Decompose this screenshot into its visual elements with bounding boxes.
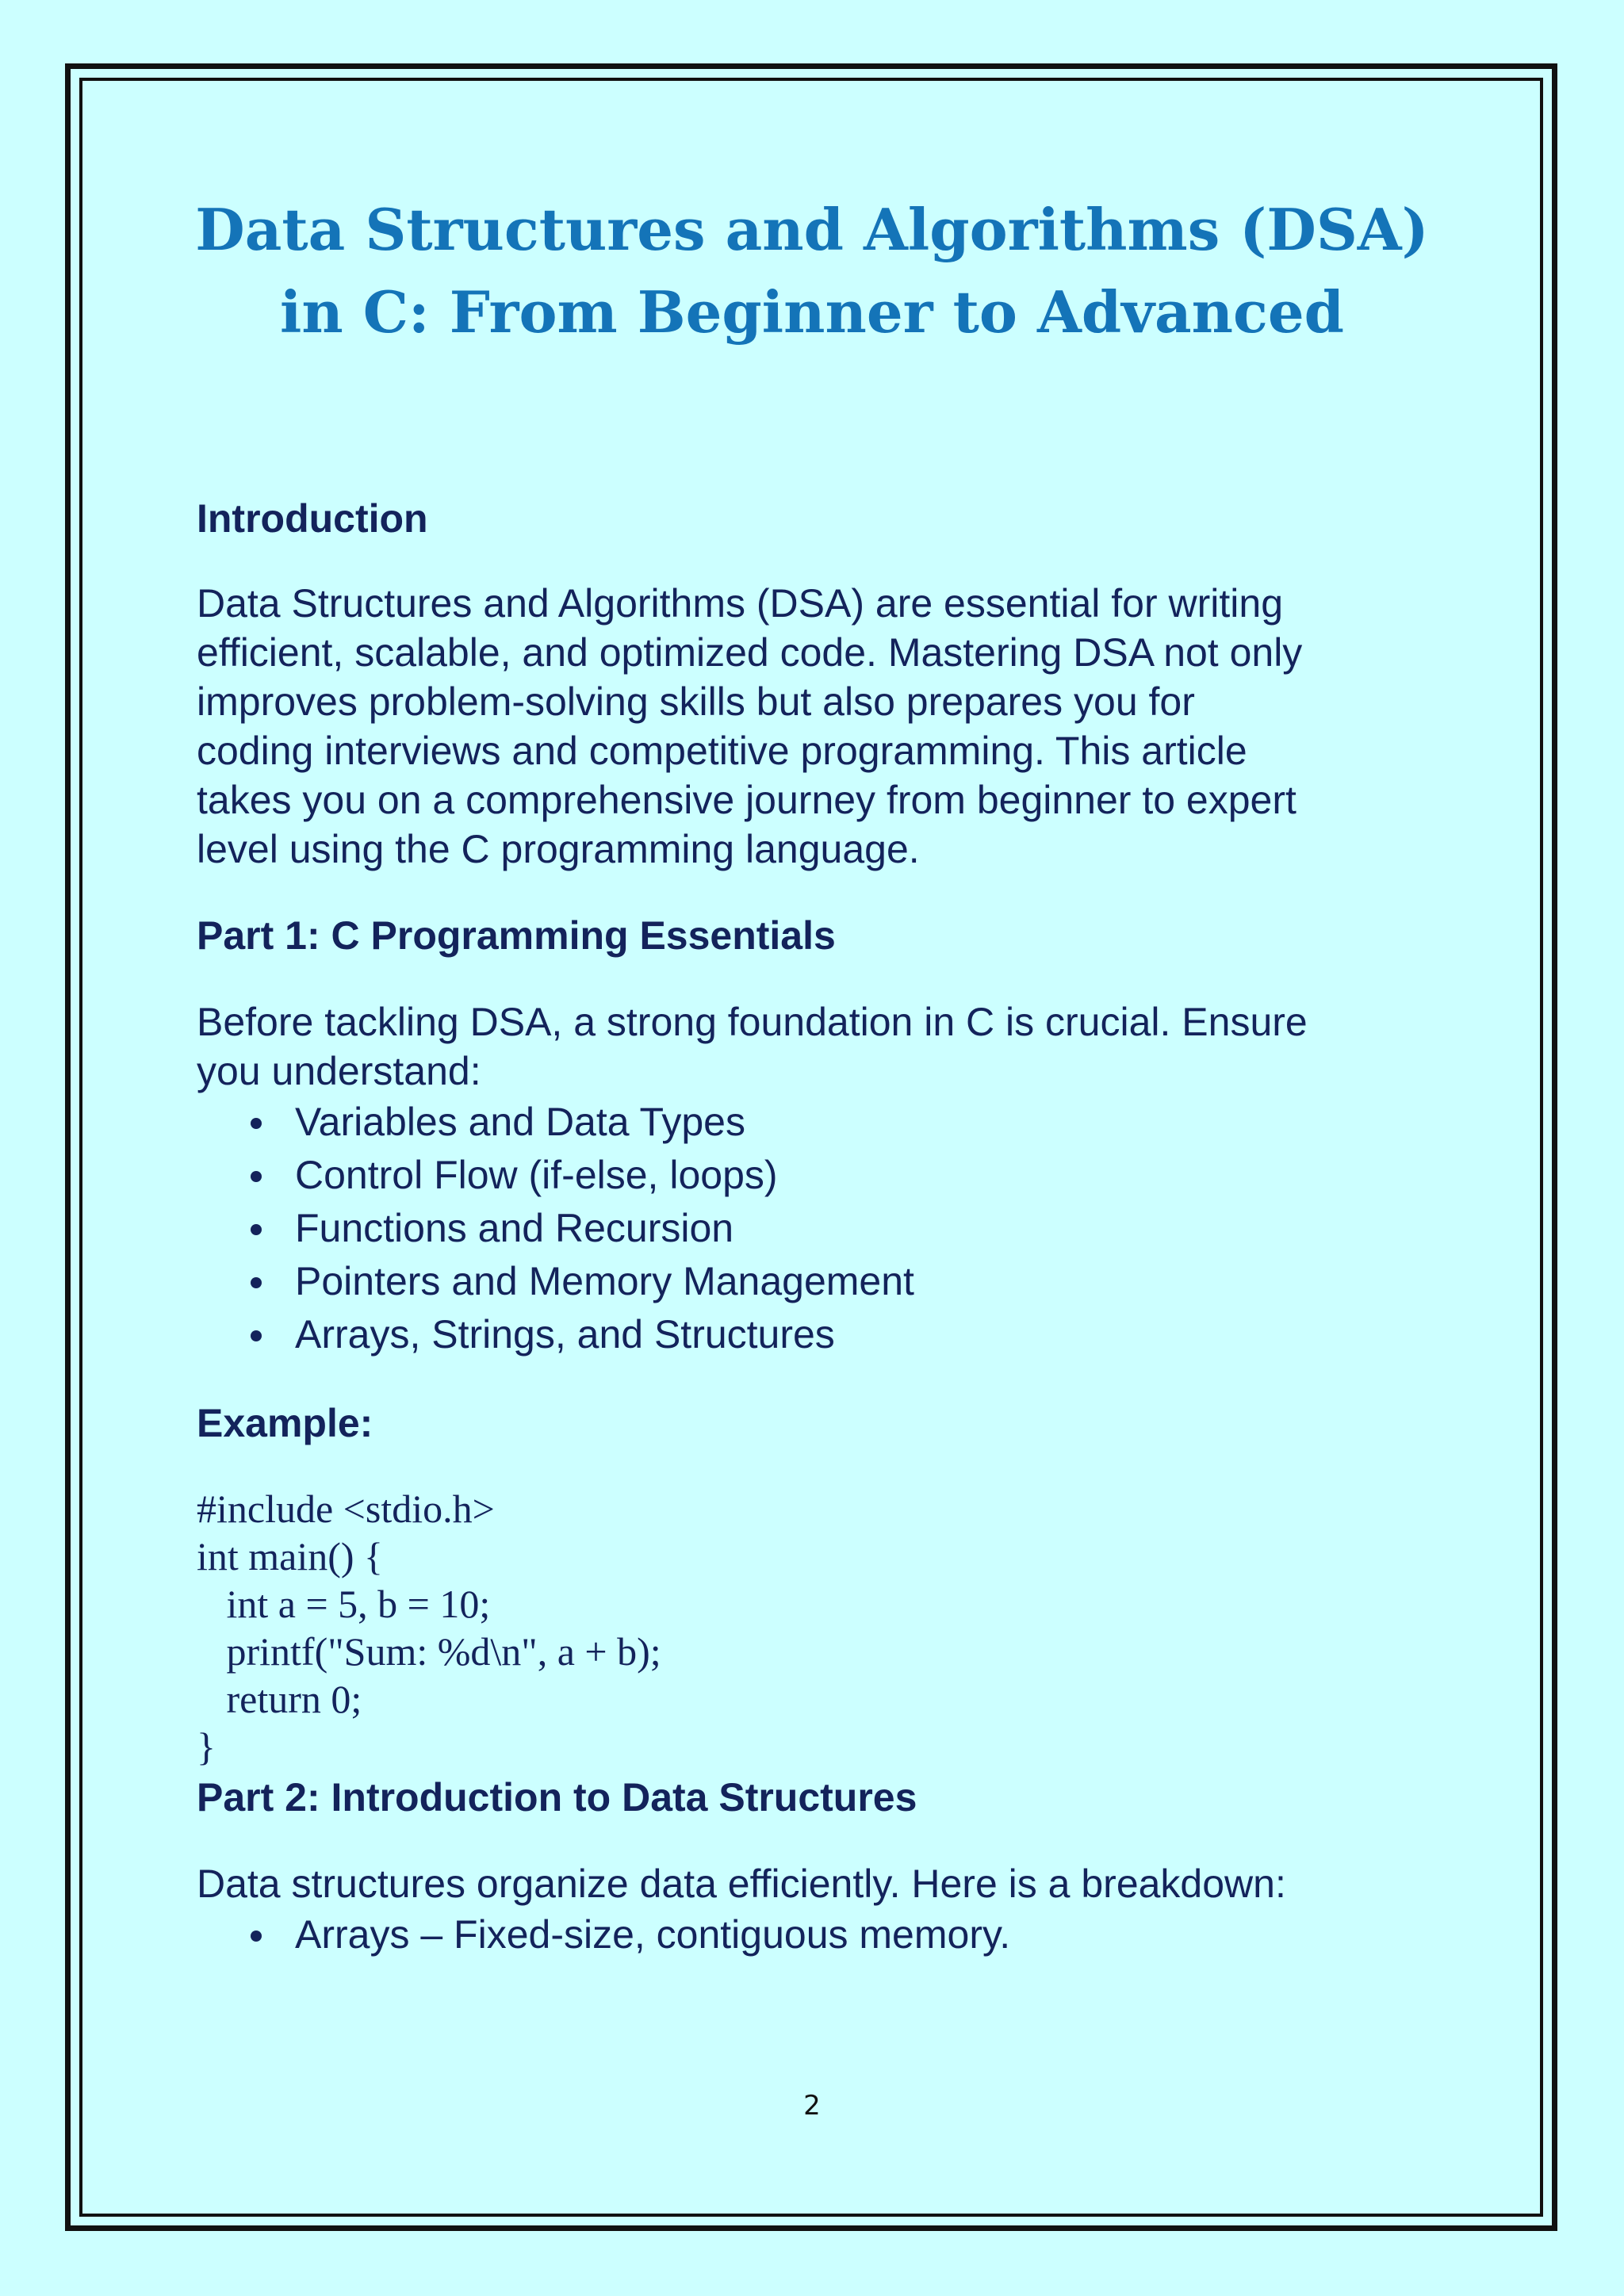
title-line-2: in C: From Beginner to Advanced	[279, 278, 1345, 346]
code-line: }	[197, 1724, 216, 1769]
code-line: int a = 5, b = 10;	[197, 1582, 491, 1626]
heading-part-2: Part 2: Introduction to Data Structures	[197, 1775, 917, 1820]
part1-paragraph	[197, 997, 1434, 1096]
heading-example: Example:	[197, 1401, 373, 1445]
part2-bullet-list	[197, 1908, 1434, 1961]
text-line: Data structures organize data efficiently. Here is a breakdown:	[197, 1862, 1286, 1906]
document-body	[197, 492, 1434, 1961]
code-line: #include <stdio.h>	[197, 1487, 495, 1531]
code-line: int main() {	[197, 1534, 384, 1578]
part1-bullet-list	[197, 1096, 1434, 1361]
text-line: takes you on a comprehensive journey from beginner to expert	[197, 778, 1297, 822]
heading-part-1: Part 1: C Programming Essentials	[197, 913, 836, 958]
document-title	[127, 189, 1497, 354]
heading-introduction: Introduction	[197, 496, 428, 541]
text-line: you understand:	[197, 1049, 481, 1093]
code-line: printf("Sum: %d\n", a + b);	[197, 1629, 661, 1674]
list-item: Variables and Data Types	[197, 1096, 1434, 1149]
part2-paragraph	[197, 1859, 1434, 1908]
list-item: Pointers and Memory Management	[197, 1255, 1434, 1308]
text-line: improves problem-solving skills but also prepares you for	[197, 679, 1195, 724]
text-line: Data Structures and Algorithms (DSA) are essential for writing	[197, 581, 1283, 626]
page-number: 2	[803, 2090, 821, 2122]
text-line: level using the C programming language.	[197, 827, 920, 871]
text-line: Before tackling DSA, a strong foundation in C is crucial. Ensure	[197, 1000, 1308, 1044]
list-item: Arrays, Strings, and Structures	[197, 1308, 1434, 1361]
intro-paragraph	[197, 579, 1434, 874]
list-item: Control Flow (if-else, loops)	[197, 1149, 1434, 1202]
text-line: coding interviews and competitive programming. This article	[197, 729, 1247, 773]
code-line: return 0;	[197, 1677, 362, 1721]
list-item: Arrays – Fixed-size, contiguous memory.	[197, 1908, 1434, 1961]
text-line: efficient, scalable, and optimized code. Mastering DSA not only	[197, 630, 1303, 675]
title-line-1: Data Structures and Algorithms (DSA)	[195, 196, 1429, 263]
list-item: Functions and Recursion	[197, 1202, 1434, 1255]
code-block	[197, 1485, 1434, 1770]
